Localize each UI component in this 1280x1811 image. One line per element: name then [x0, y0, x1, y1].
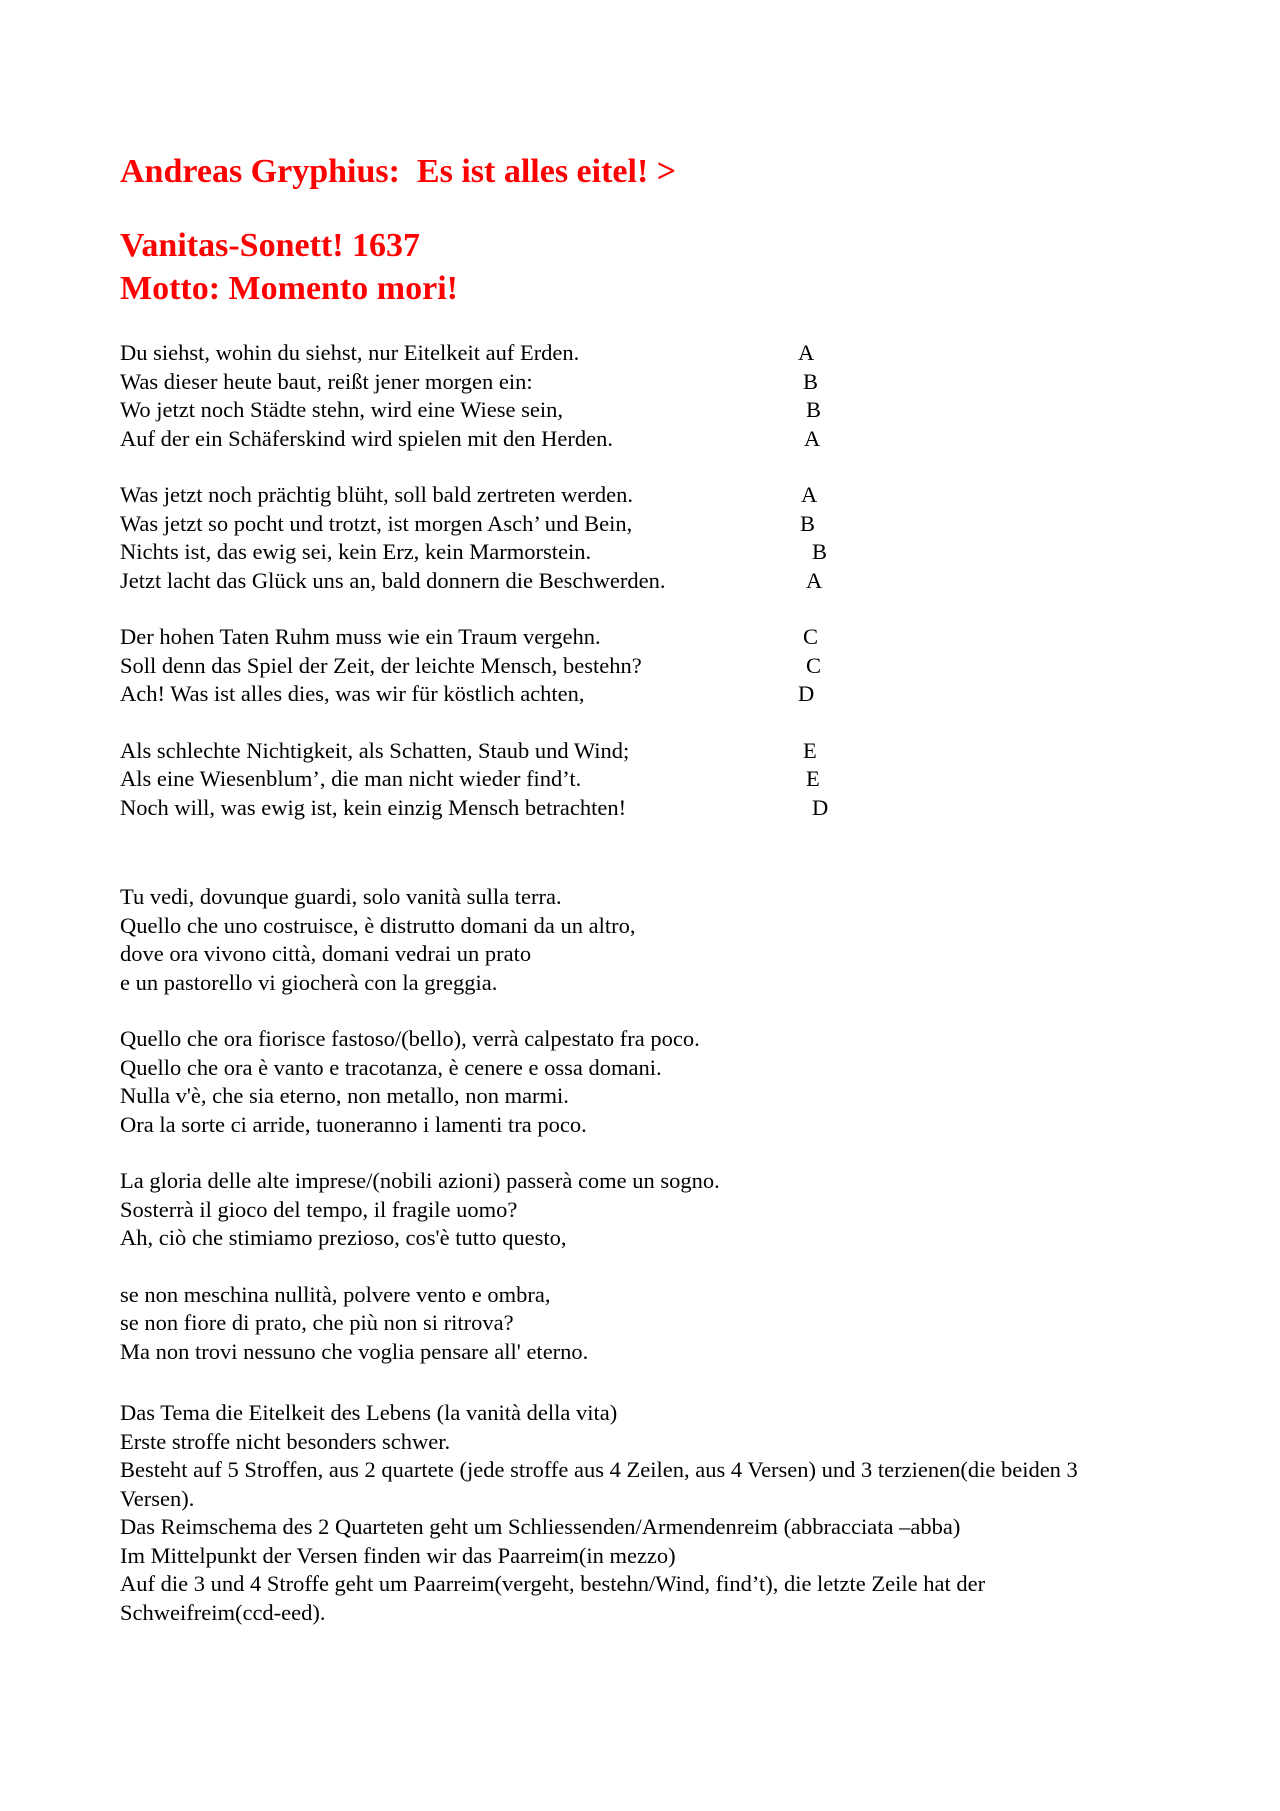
poem-line-text: Auf der ein Schäferskind wird spielen mit den Herden.: [120, 425, 613, 451]
poem-line: [120, 396, 822, 425]
poem-stanza: [120, 623, 822, 709]
poem-line-text: Nichts ist, das ewig sei, kein Erz, kein Marmorstein.: [120, 539, 592, 564]
translation-line: La gloria delle alte imprese/(nobili azioni) passerà come un sogno.: [120, 1168, 720, 1193]
poem-line: [120, 765, 820, 794]
document-subtitle: [120, 224, 458, 310]
poem-line-text: Was jetzt so pocht und trotzt, ist morgen Asch’ und Bein,: [120, 510, 633, 536]
poem-line: [120, 425, 821, 454]
poem-line-text: Du siehst, wohin du siehst, nur Eitelkeit auf Erden.: [120, 340, 580, 365]
translation-line: Nulla v'è, che sia eterno, non metallo, non marmi.: [120, 1083, 569, 1108]
translation-line: Quello che uno costruisce, è distrutto domani da un altro,: [120, 912, 636, 938]
rhyme-letter: C: [803, 624, 819, 649]
analysis-line: Auf die 3 und 4 Stroffe geht um Paarreim(vergeht, bestehn/Wind, find’t), die letzte Zeile hat der Schweifreim(ccd-eed).: [120, 1571, 991, 1625]
poem-stanza: [120, 481, 828, 595]
translation-line: Ah, ciò che stimiamo prezioso, cos'è tutto questo,: [120, 1225, 567, 1250]
translation-line: e un pastorello vi giocherà con la greggia.: [120, 969, 498, 995]
poem-line: [120, 339, 815, 368]
analysis-line: Das Tema die Eitelkeit des Lebens (la vanità della vita): [120, 1400, 618, 1425]
poem-italian-translation: [120, 883, 720, 1394]
poem-line-text: Als schlechte Nichtigkeit, als Schatten, Staub und Wind;: [120, 737, 630, 763]
poem-line-text: Noch will, was ewig ist, kein einzig Mensch betrachten!: [120, 794, 627, 820]
document-title: Andreas Gryphius: Es ist alles eitel! >: [120, 153, 677, 190]
poem-line: [120, 510, 816, 539]
poem-line: [120, 567, 823, 596]
poem-line-text: Was jetzt noch prächtig blüht, soll bald zertreten werden.: [120, 482, 634, 507]
analysis-line: Im Mittelpunkt der Versen finden wir das Paarreim(in mezzo): [120, 1542, 676, 1568]
analysis-line: Erste stroffe nicht besonders schwer.: [120, 1428, 451, 1454]
translation-line: Ora la sorte ci arride, tuoneranno i lamenti tra poco.: [120, 1111, 587, 1137]
translation-stanza: [120, 1167, 720, 1253]
rhyme-letter: B: [800, 510, 816, 536]
rhyme-letter: B: [803, 368, 819, 394]
poem-line-text: Was dieser heute baut, reißt jener morgen ein:: [120, 368, 533, 394]
poem-line: [120, 623, 819, 652]
translation-line: Quello che ora fiorisce fastoso/(bello), verrà calpestato fra poco.: [120, 1026, 700, 1051]
rhyme-letter: A: [806, 567, 823, 593]
rhyme-letter: C: [806, 652, 822, 678]
translation-stanza: [120, 1025, 720, 1139]
analysis-line: Das Reimschema des 2 Quarteten geht um Schliessenden/Armendenreim (abbracciata –abba): [120, 1514, 961, 1539]
rhyme-letter: D: [798, 681, 815, 706]
translation-stanza: [120, 1281, 720, 1367]
translation-line: se non fiore di prato, che più non si ritrova?: [120, 1310, 514, 1335]
subtitle-line-sonnet: Vanitas-Sonett! 1637: [120, 227, 421, 264]
translation-line: Tu vedi, dovunque guardi, solo vanità sulla terra.: [120, 884, 562, 909]
translation-line: Quello che ora è vanto e tracotanza, è cenere e ossa domani.: [120, 1054, 662, 1080]
poem-german: [120, 339, 829, 850]
translation-line: Sosterrà il gioco del tempo, il fragile uomo?: [120, 1196, 518, 1222]
poem-line-text: Jetzt lacht das Glück uns an, bald donnern die Beschwerden.: [120, 567, 666, 593]
translation-line: dove ora vivono città, domani vedrai un prato: [120, 941, 532, 966]
subtitle-line-motto: Motto: Momento mori!: [120, 270, 458, 307]
poem-line: [120, 680, 815, 709]
rhyme-letter: B: [806, 397, 822, 422]
analysis-line: Besteht auf 5 Stroffen, aus 2 quartete (jede stroffe aus 4 Zeilen, aus 4 Versen) und 3 terzienen(die beiden 3 Versen).: [120, 1457, 1084, 1511]
analysis-notes: [120, 1399, 1140, 1627]
poem-line-text: Der hohen Taten Ruhm muss wie ein Traum vergehn.: [120, 624, 601, 649]
translation-line: Ma non trovi nessuno che voglia pensare all' eterno.: [120, 1338, 589, 1364]
rhyme-letter: D: [812, 794, 829, 820]
rhyme-letter: E: [806, 766, 820, 791]
rhyme-letter: E: [803, 737, 817, 763]
poem-line-text: Wo jetzt noch Städte stehn, wird eine Wiese sein,: [120, 397, 564, 422]
poem-line-text: Als eine Wiesenblum’, die man nicht wieder find’t.: [120, 766, 582, 791]
poem-line-text: Soll denn das Spiel der Zeit, der leichte Mensch, bestehn?: [120, 652, 642, 678]
poem-line: [120, 737, 817, 766]
poem-line-text: Ach! Was ist alles dies, was wir für köstlich achten,: [120, 681, 585, 706]
rhyme-letter: A: [798, 340, 815, 365]
poem-line: [120, 538, 828, 567]
poem-stanza: [120, 737, 829, 823]
poem-line: [120, 794, 829, 823]
translation-stanza: [120, 883, 720, 997]
poem-line: [120, 368, 819, 397]
rhyme-letter: A: [801, 482, 818, 507]
translation-line: se non meschina nullità, polvere vento e ombra,: [120, 1281, 551, 1307]
poem-line: [120, 652, 822, 681]
rhyme-letter: A: [804, 425, 821, 451]
poem-stanza: [120, 339, 822, 453]
poem-line: [120, 481, 818, 510]
rhyme-letter: B: [812, 539, 828, 564]
